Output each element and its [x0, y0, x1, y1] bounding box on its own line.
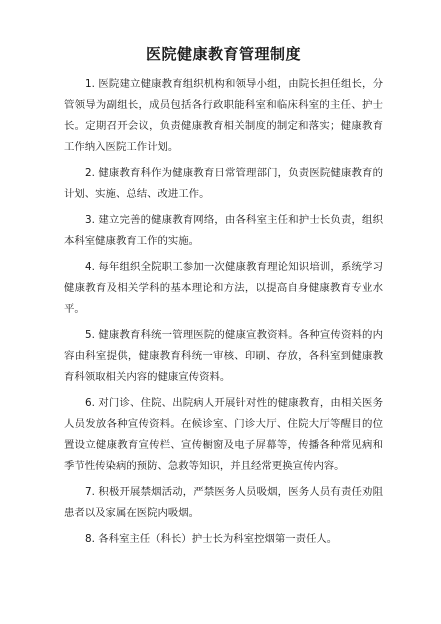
paragraph-7: 7. 积极开展禁烟活动，严禁医务人员吸烟，医务人员有责任劝阻患者以及家属在医院内吸烟。	[64, 486, 383, 519]
paragraph-3: 3. 建立完善的健康教育网络，由各科室主任和护士长负责，组织本科室健康教育工作的实施。	[64, 214, 383, 247]
paragraph-4: 4. 每年组织全院职工参加一次健康教育理论知识培训，系统学习健康教育及相关学科的基本理论和方法，以提高自身健康教育专业水平。	[64, 261, 383, 315]
paragraph-8: 8. 各科室主任（科长）护士长为科室控烟第一责任人。	[85, 533, 338, 545]
paragraph-5: 5. 健康教育科统一管理医院的健康宣教资料。各种宣传资料的内容由科室提供，健康教育科统一审核、印刷、存放，各科室到健康教育科领取相关内容的健康宣传资料。	[64, 329, 383, 383]
paragraph-6: 6. 对门诊、住院、出院病人开展针对性的健康教育，由相关医务人员发放各种宣传资料。在候诊室、门诊大厅、住院大厅等醒目的位置设立健康教育宣传栏、宣传橱窗及电子屏幕等，传播各种常见病和季节性传染病的预防、急救等知识，并且经常更换宣传内容。	[64, 397, 383, 472]
paragraph-2: 2. 健康教育科作为健康教育日常管理部门，负责医院健康教育的计划、实施、总结、改进工作。	[64, 167, 383, 200]
paragraph-1: 1. 医院建立健康教育组织机构和领导小组，由院长担任组长，分管领导为副组长，成员包括各行政职能科室和临床科室的主任、护士长。定期召开会议，负责健康教育相关制度的制定和落实；健康教育工作纳入医院工作计划。	[64, 78, 383, 153]
document-title: 医院健康教育管理制度	[145, 45, 301, 63]
